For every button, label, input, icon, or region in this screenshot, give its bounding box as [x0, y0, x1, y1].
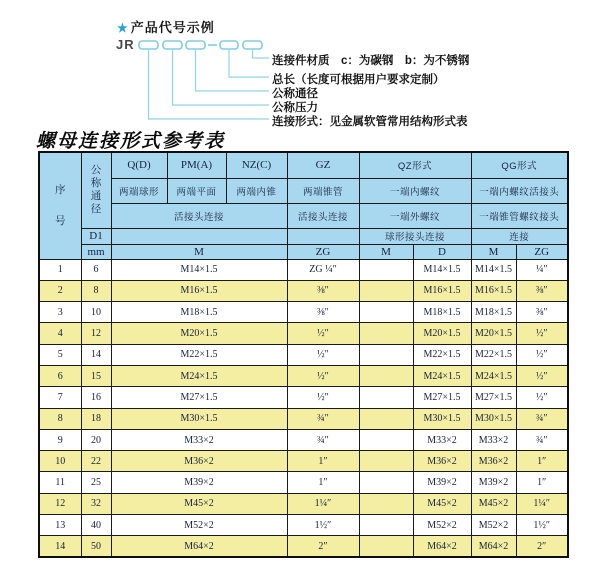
table-cell: M20×1.5: [413, 323, 471, 344]
legend-label-diameter: 公称通径: [272, 88, 318, 100]
header-qg-desc2: 一端锥管螺纹接头: [471, 203, 568, 228]
table-cell: 3: [39, 302, 81, 323]
table-cell: 50: [81, 536, 111, 557]
table-cell: M22×1.5: [471, 344, 516, 365]
table-cell: M64×2: [413, 536, 471, 557]
table-cell: 1½″: [516, 515, 568, 536]
table-cell: M14×1.5: [471, 259, 516, 280]
nut-connection-table: [38, 151, 569, 558]
table-cell: ¾″: [516, 429, 568, 450]
table-cell: 14: [39, 536, 81, 557]
table-cell: M18×1.5: [413, 302, 471, 323]
table-cell: M39×2: [471, 472, 516, 493]
table-title: 螺母连接形式参考表: [36, 131, 226, 152]
table-body: [39, 259, 568, 557]
table-cell: ½″: [287, 323, 359, 344]
table-row: [39, 302, 568, 323]
table-cell: ½″: [516, 323, 568, 344]
table-cell: M22×1.5: [413, 344, 471, 365]
table-cell: 8: [81, 280, 111, 301]
table-cell: 22: [81, 451, 111, 472]
table-cell: 32: [81, 493, 111, 514]
table-cell: [359, 387, 413, 408]
header-m: M: [111, 244, 287, 259]
table-row: [39, 365, 568, 386]
table-cell: M45×2: [471, 493, 516, 514]
table-cell: 25: [81, 472, 111, 493]
table-cell: M36×2: [413, 451, 471, 472]
header-seq: 序号: [39, 152, 81, 259]
table-cell: [359, 472, 413, 493]
header-qz-conn: 球形接头连接: [359, 228, 471, 244]
table-cell: [359, 451, 413, 472]
header-q: Q(D): [111, 152, 167, 178]
header-qz-desc1: 一端内螺纹: [359, 178, 471, 203]
table-cell: 12: [81, 323, 111, 344]
table-cell: [359, 536, 413, 557]
table-cell: M36×2: [471, 451, 516, 472]
table-cell: [359, 344, 413, 365]
header-qz: QZ形式: [359, 152, 471, 178]
table-cell: 14: [81, 344, 111, 365]
table-row: [39, 280, 568, 301]
legend-label-material: 连接件材质 c：为碳钢 b：为不锈钢: [272, 55, 470, 67]
header-d1: D1: [81, 228, 111, 244]
table-cell: ¾″: [516, 408, 568, 429]
header-qg-desc1: 一端内螺纹活接头: [471, 178, 568, 203]
table-cell: M45×2: [111, 493, 287, 514]
table-cell: [359, 493, 413, 514]
table-row: [39, 515, 568, 536]
table-cell: 1¼″: [516, 493, 568, 514]
header-pm: PM(A): [167, 152, 226, 178]
table-cell: ⅜″: [287, 302, 359, 323]
table-cell: [359, 365, 413, 386]
header-qz-desc2: 一端外螺纹: [359, 203, 471, 228]
table-cell: ¾″: [287, 429, 359, 450]
table-cell: M22×1.5: [111, 344, 287, 365]
table-cell: M45×2: [413, 493, 471, 514]
table-cell: [359, 323, 413, 344]
table-cell: M36×2: [111, 451, 287, 472]
table-cell: 20: [81, 429, 111, 450]
table-row: [39, 387, 568, 408]
table-cell: M52×2: [111, 515, 287, 536]
table-cell: ½″: [287, 344, 359, 365]
table-cell: 1″: [516, 451, 568, 472]
table-cell: M30×1.5: [471, 408, 516, 429]
table-cell: ½″: [516, 365, 568, 386]
code-box-4: [220, 41, 238, 49]
header-dn: 公称通径: [81, 152, 111, 228]
table-cell: 1″: [516, 472, 568, 493]
header-qg: QG形式: [471, 152, 568, 178]
header-qg-zg: ZG: [516, 244, 568, 259]
product-code-diagram: [138, 40, 278, 126]
table-cell: M16×1.5: [471, 280, 516, 301]
table-cell: M20×1.5: [111, 323, 287, 344]
table-cell: 2: [39, 280, 81, 301]
table-cell: M39×2: [413, 472, 471, 493]
table-cell: 4: [39, 323, 81, 344]
table-row: [39, 451, 568, 472]
leader-line-form: [149, 49, 270, 119]
header-gz-desc: 两端锥管: [287, 178, 359, 203]
table-row: [39, 536, 568, 557]
table-cell: 11: [39, 472, 81, 493]
header-qz-d: D: [413, 244, 471, 259]
table-cell: [359, 259, 413, 280]
header-gz: GZ: [287, 152, 359, 178]
header-q-desc: 两端球形: [111, 178, 167, 203]
table-cell: M27×1.5: [413, 387, 471, 408]
table-cell: [359, 429, 413, 450]
table-cell: M14×1.5: [111, 259, 287, 280]
table-cell: M52×2: [413, 515, 471, 536]
table-cell: ⅜″: [287, 280, 359, 301]
table-cell: M18×1.5: [111, 302, 287, 323]
product-code-prefix: JR: [116, 37, 135, 52]
table-cell: 7: [39, 387, 81, 408]
table-row: [39, 408, 568, 429]
header-pm-desc: 两端平面: [167, 178, 226, 203]
table-cell: M16×1.5: [413, 280, 471, 301]
header-gz-thread: ZG: [287, 244, 359, 259]
table-cell: [359, 515, 413, 536]
table-cell: M14×1.5: [413, 259, 471, 280]
table-cell: 10: [39, 451, 81, 472]
leader-line-material: [253, 49, 270, 58]
table-cell: 1: [39, 259, 81, 280]
code-box-2: [163, 41, 182, 49]
table-cell: M16×1.5: [111, 280, 287, 301]
table-cell: 6: [39, 365, 81, 386]
table-cell: ¼″: [516, 259, 568, 280]
table-cell: M27×1.5: [111, 387, 287, 408]
star-icon: ★: [117, 21, 129, 35]
legend-label-pressure: 公称压力: [272, 102, 318, 114]
table-cell: M27×1.5: [471, 387, 516, 408]
table-cell: M24×1.5: [111, 365, 287, 386]
table-cell: M24×1.5: [471, 365, 516, 386]
header-qg-m: M: [471, 244, 516, 259]
table-cell: 10: [81, 302, 111, 323]
table-cell: 18: [81, 408, 111, 429]
header-union-conn: 活接头连接: [111, 203, 287, 228]
header-empty-1: [111, 228, 287, 244]
table-cell: M18×1.5: [471, 302, 516, 323]
table-cell: M64×2: [471, 536, 516, 557]
code-box-3: [186, 41, 205, 49]
table-cell: M52×2: [471, 515, 516, 536]
header-gz-conn: 活接头连接: [287, 203, 359, 228]
table-row: [39, 259, 568, 280]
table-cell: M64×2: [111, 536, 287, 557]
table-cell: 5: [39, 344, 81, 365]
table-cell: 40: [81, 515, 111, 536]
table-cell: 9: [39, 429, 81, 450]
header-nz: NZ(C): [226, 152, 287, 178]
header-empty-2: [287, 228, 359, 244]
table-cell: M33×2: [111, 429, 287, 450]
table-cell: [359, 408, 413, 429]
table-cell: 1″: [287, 451, 359, 472]
table-cell: 1¼″: [287, 493, 359, 514]
table-cell: 1½″: [287, 515, 359, 536]
table-cell: M24×1.5: [413, 365, 471, 386]
table-cell: ⅜″: [516, 280, 568, 301]
table-cell: 2″: [516, 536, 568, 557]
table-cell: ⅜″: [516, 302, 568, 323]
table-cell: ¾″: [287, 408, 359, 429]
code-box-1: [139, 41, 158, 49]
header-nz-desc: 两端内锥: [226, 178, 287, 203]
table-cell: M33×2: [413, 429, 471, 450]
table-cell: M33×2: [471, 429, 516, 450]
table-cell: ½″: [516, 387, 568, 408]
table-cell: M20×1.5: [471, 323, 516, 344]
table-cell: M30×1.5: [111, 408, 287, 429]
table-row: [39, 429, 568, 450]
table-cell: 2″: [287, 536, 359, 557]
table-cell: 15: [81, 365, 111, 386]
table-cell: ½″: [516, 344, 568, 365]
table-cell: M30×1.5: [413, 408, 471, 429]
header-mm: mm: [81, 244, 111, 259]
table-row: [39, 323, 568, 344]
table-cell: [359, 280, 413, 301]
table-cell: ½″: [287, 387, 359, 408]
legend-label-length: 总长（长度可根据用户要求定制）: [272, 74, 445, 86]
table-cell: 8: [39, 408, 81, 429]
table-cell: 16: [81, 387, 111, 408]
table-cell: 6: [81, 259, 111, 280]
table-cell: ZG ¼″: [287, 259, 359, 280]
legend-title-text: 产品代号示例: [130, 20, 215, 35]
code-box-5: [243, 41, 262, 49]
table-cell: M39×2: [111, 472, 287, 493]
legend-title: [117, 17, 215, 36]
leader-line-length: [229, 49, 269, 77]
table-cell: ½″: [287, 365, 359, 386]
table-row: [39, 472, 568, 493]
leader-line-diameter: [196, 49, 270, 91]
header-qz-m: M: [359, 244, 413, 259]
table-cell: 1″: [287, 472, 359, 493]
legend-label-form: 连接形式：见金属软管常用结构形式表: [272, 116, 468, 128]
table-cell: 13: [39, 515, 81, 536]
table-cell: 12: [39, 493, 81, 514]
table-row: [39, 344, 568, 365]
header-qg-conn: 连接: [471, 228, 568, 244]
table-row: [39, 493, 568, 514]
table-cell: [359, 302, 413, 323]
